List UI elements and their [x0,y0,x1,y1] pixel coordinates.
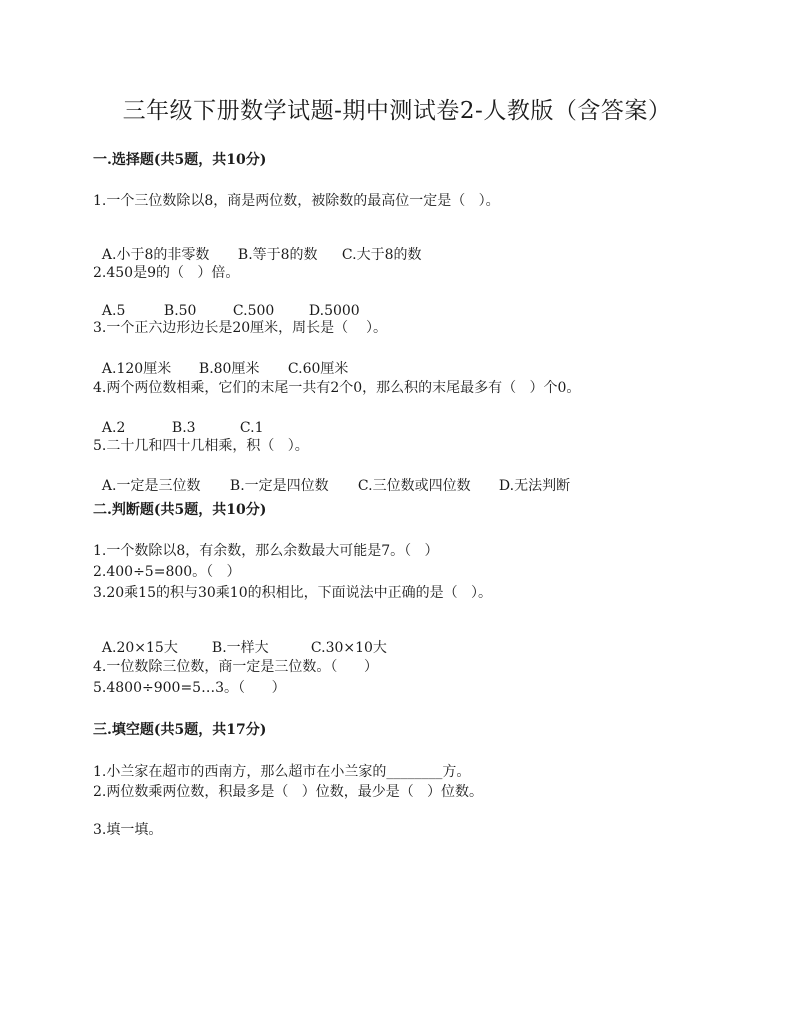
question-text: 3.填一填。 [93,822,163,838]
section-heading-choice: 一.选择题(共5题，共10分) [93,152,267,168]
option: D.无法判断 [498,478,571,494]
option: C.60厘米 [287,361,349,377]
option: D.5000 [308,303,360,319]
question-options [93,401,263,437]
option: B.80厘米 [198,361,260,377]
question-text: 2.两位数乘两位数，积最多是（ ）位数，最少是（ ）位数。 [93,784,484,800]
question-options [93,284,360,320]
option: C.1 [239,420,264,436]
option: B.一定是四位数 [229,478,329,494]
option: A.20×15大 [101,640,178,656]
question-text: 5.二十几和四十几相乘，积（ ）。 [93,438,309,454]
question-text: 3.20乘15的积与30乘10的积相比，下面说法中正确的是（ ）。 [93,585,492,601]
option: A.120厘米 [101,361,172,377]
option: C.500 [232,303,275,319]
option: B.3 [171,420,196,436]
question-text: 1.一个数除以8，有余数，那么余数最大可能是7。（ ） [93,543,439,559]
question-options [93,621,387,657]
page-title: 三年级下册数学试题-期中测试卷2-人教版（含答案） [122,98,672,124]
question-options [93,228,421,264]
option: B.50 [163,303,197,319]
option: A.小于8的非零数 [101,247,210,263]
question-text: 3.一个正六边形边长是20厘米，周长是（ ）。 [93,320,387,336]
question-text: 1.一个三位数除以8，商是两位数，被除数的最高位一定是（ ）。 [93,193,500,209]
section-heading-judge: 二.判断题(共5题，共10分) [93,502,267,518]
option: B.一样大 [211,640,269,656]
section-heading-fill: 三.填空题(共5题，共17分) [93,722,267,738]
question-text: 2.450是9的（ ）倍。 [93,265,240,281]
question-text: 2.400÷5=800。（ ） [93,564,241,580]
option: A.2 [101,420,126,436]
question-text: 4.一位数除三位数，商一定是三位数。（ ） [93,659,379,675]
option: B.等于8的数 [237,247,318,263]
option: A.一定是三位数 [101,478,201,494]
question-options [93,459,570,495]
option: C.大于8的数 [341,247,422,263]
question-options [93,342,348,378]
question-text: 5.4800÷900=5…3。（ ） [93,680,286,696]
question-text: 1.小兰家在超市的西南方，那么超市在小兰家的________方。 [93,764,471,780]
option: C.三位数或四位数 [357,478,471,494]
option: A.5 [101,303,126,319]
option: C.30×10大 [310,640,387,656]
question-text: 4.两个两位数相乘，它们的末尾一共有2个0，那么积的末尾最多有（ ）个0。 [93,380,581,396]
